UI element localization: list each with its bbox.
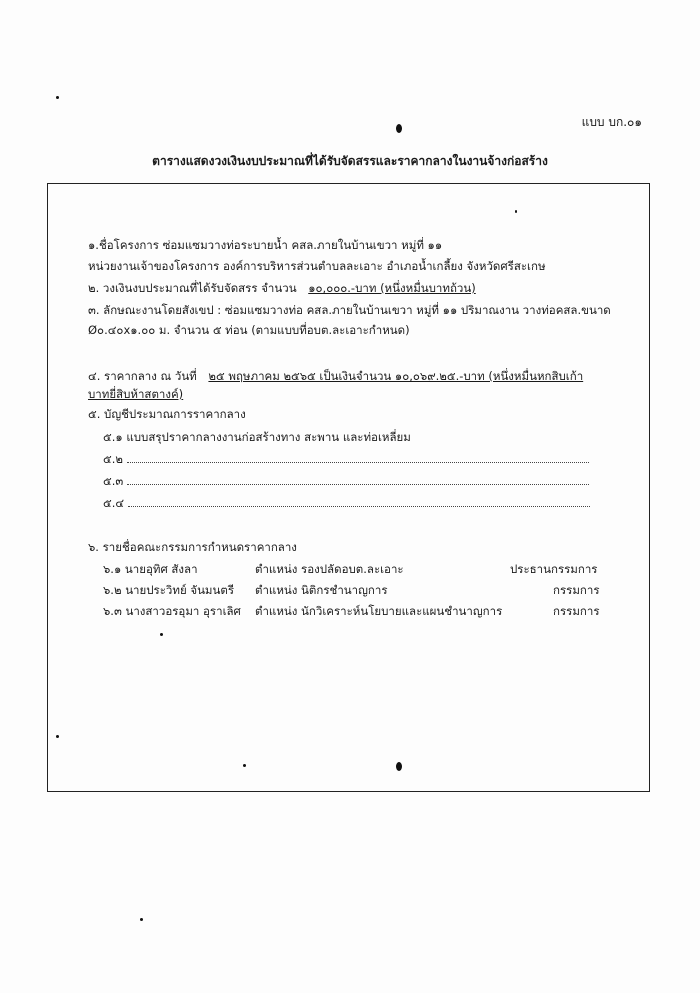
committee-member-3-role: กรรมการ	[553, 604, 600, 618]
project-name: ๑.ชื่อโครงการ ซ่อมแซมวางท่อระบายน้ำ คสล.ภายในบ้านเขวา หมู่ที่ ๑๑	[88, 238, 443, 252]
dotted-leader	[127, 474, 589, 485]
project-owner: หน่วยงานเจ้าของโครงการ องค์การบริหารส่วนตำบลละเอาะ อำเภอน้ำเกลี้ยง จังหวัดศรีสะเกษ	[88, 259, 546, 273]
estimate-item-1: ๕.๑ แบบสรุปราคากลางงานก่อสร้างทาง สะพาน และท่อเหลี่ยม	[103, 430, 411, 444]
budget-label: ๒. วงเงินงบประมาณที่ได้รับจัดสรร จำนวน	[88, 281, 297, 295]
scan-speck	[56, 735, 59, 738]
median-price-line	[88, 369, 583, 384]
estimate-list-title: ๕. บัญชีประมาณการราคากลาง	[88, 407, 246, 421]
median-price-label: ๔. ราคากลาง ณ วันที่	[88, 369, 197, 383]
scan-speck	[515, 210, 517, 213]
median-price-value-cont: บาทยี่สิบห้าสตางค์)	[88, 387, 184, 401]
committee-member-2-name: ๖.๒ นายประวิทย์ จันมนตรี	[103, 583, 235, 597]
budget-line	[88, 281, 476, 296]
committee-member-2-role: กรรมการ	[553, 583, 600, 597]
form-code: แบบ บก.๐๑	[581, 115, 642, 129]
committee-member-1-name: ๖.๑ นายอุทิศ สังลา	[103, 562, 198, 576]
committee-title: ๖. รายชื่อคณะกรรมการกำหนดราคากลาง	[88, 540, 297, 554]
scan-speck	[140, 918, 143, 921]
scan-speck	[160, 633, 163, 636]
committee-member-3-position: ตำแหน่ง นักวิเคราะห์นโยบายและแผนชำนาญการ	[255, 604, 503, 618]
estimate-item-2: ๕.๒	[103, 452, 589, 467]
committee-member-1-position: ตำแหน่ง รองปลัดอบต.ละเอาะ	[255, 562, 404, 576]
estimate-item-4: ๕.๔	[103, 496, 590, 511]
work-description: ๓. ลักษณะงานโดยสังเขป : ซ่อมแซมวางท่อ คสล.ภายในบ้านเขวา หมู่ที่ ๑๑ ปริมาณงาน วางท่อคสล.ขนาด	[88, 303, 611, 317]
dotted-leader	[127, 452, 589, 463]
scan-speck	[396, 124, 402, 133]
committee-member-2-position: ตำแหน่ง นิติกรชำนาญการ	[255, 583, 388, 597]
scan-speck	[396, 762, 402, 771]
median-price-value: ๒๕ พฤษภาคม ๒๕๖๕ เป็นเงินจำนวน ๑๐,๐๖๙.๒๕.-บาท (หนึ่งหมื่นหกสิบเก้า	[208, 369, 584, 383]
scan-speck	[56, 96, 59, 99]
estimate-item-3: ๕.๓	[103, 474, 589, 489]
committee-member-1-role: ประธานกรรมการ	[510, 562, 598, 576]
work-description-cont: Ø๐.๔๐x๑.๐๐ ม. จำนวน ๕ ท่อน (ตามแบบที่อบต.ละเอาะกำหนด)	[88, 323, 410, 337]
budget-amount: ๑๐,๐๐๐.-บาท (หนึ่งหมื่นบาทถ้วน)	[308, 281, 476, 295]
scan-speck	[243, 764, 246, 767]
dotted-leader	[128, 496, 590, 507]
committee-member-3-name: ๖.๓ นางสาวอรอุมา อุราเลิศ	[103, 604, 241, 618]
document-title: ตารางแสดงวงเงินงบประมาณที่ได้รับจัดสรรและราคากลางในงานจ้างก่อสร้าง	[152, 154, 548, 168]
